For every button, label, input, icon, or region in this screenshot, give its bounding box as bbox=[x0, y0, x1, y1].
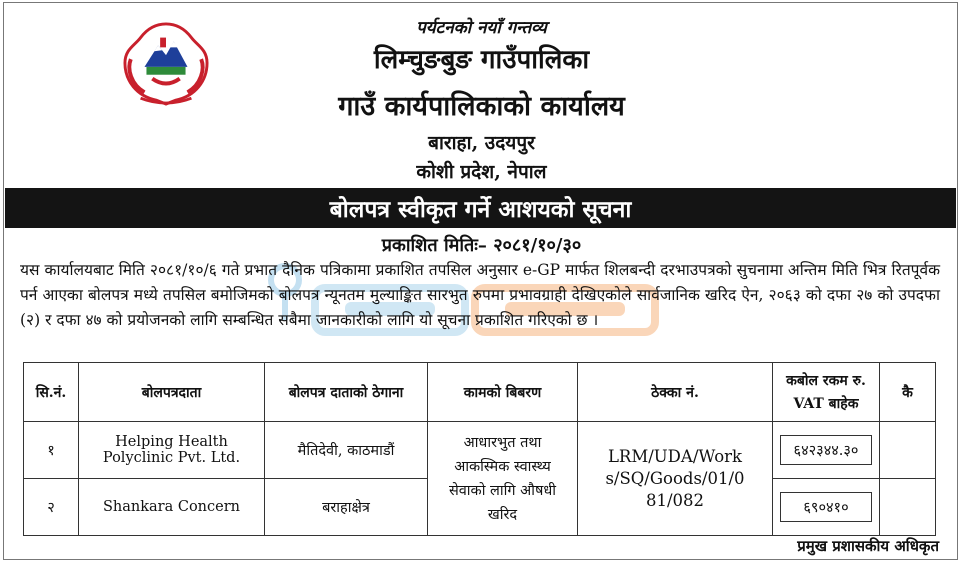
notice-title: बोलपत्र स्वीकृत गर्ने आशयको सूचना bbox=[329, 196, 632, 223]
cell-address: बराहाक्षेत्र bbox=[265, 479, 428, 536]
office-name: गाउँ कार्यपालिकाको कार्यालय bbox=[338, 91, 625, 122]
col-header-address: बोलपत्र दाताको ठेगाना bbox=[265, 363, 428, 422]
cell-bidder: Shankara Concern bbox=[79, 479, 265, 536]
amount-header-line-2: VAT बाहेक bbox=[793, 396, 859, 412]
cell-bidder: Helping Health Polyclinic Pvt. Ltd. bbox=[79, 422, 265, 479]
published-date: प्रकाशित मितिः– २०८१/१०/३० bbox=[381, 235, 582, 256]
col-header-amount bbox=[773, 363, 880, 422]
address-line-1: बाराहा, उदयपुर bbox=[428, 132, 535, 154]
amount-header-line-1: कबोल रकम रु. bbox=[786, 373, 866, 389]
cell-remarks bbox=[880, 479, 936, 536]
signatory-title: प्रमुख प्रशासकीय अधिकृत bbox=[797, 537, 939, 555]
organization-name: लिम्चुङबुङ गाउँपालिका bbox=[373, 45, 590, 75]
cell-contract-no: LRM/UDA/Works/SQ/Goods/01/081/082 bbox=[578, 422, 773, 536]
col-header-description: कामको बिबरण bbox=[428, 363, 578, 422]
amount-value: ६४२३४४.३० bbox=[780, 435, 872, 465]
tagline: पर्यटनको नयाँ गन्तव्य bbox=[416, 18, 547, 38]
table-header-row bbox=[24, 363, 936, 422]
table-row bbox=[24, 422, 936, 479]
cell-amount bbox=[773, 422, 880, 479]
address-line-2: कोशी प्रदेश, नेपाल bbox=[416, 161, 547, 183]
bid-table bbox=[23, 362, 936, 536]
cell-remarks bbox=[880, 422, 936, 479]
cell-sn: २ bbox=[24, 479, 79, 536]
col-header-bidder: बोलपत्रदाता bbox=[79, 363, 265, 422]
cell-sn: १ bbox=[24, 422, 79, 479]
cell-address: मैतिदेवी, काठमाडौं bbox=[265, 422, 428, 479]
col-header-contract-no: ठेक्का नं. bbox=[578, 363, 773, 422]
amount-value: ६९०४१० bbox=[780, 492, 872, 522]
cell-amount bbox=[773, 479, 880, 536]
col-header-remarks: कै bbox=[880, 363, 936, 422]
notice-body: यस कार्यालयबाट मिति २०८१/१०/६ गते प्रभात दैनिक पत्रिकामा प्रकाशित तपसिल अनुसार e-GP मार्फत शिलबन्दी दरभाउपत्रको सुचनामा अन्तिम मिति भित्र रितपूर्वक पर्न आएका बोलपत्र मध्ये तपसिल बमोजिमको बोलपत्र न्यूनतम मुल्याङ्कित सारभुत रुपमा प्रभावग्राही देखिएकोले सार्वजानिक खरिद ऐन, २०६३ को दफा २७ को उपदफा (२) र दफा ४७ को प्रयोजनको लागि सम्बन्धित सबैमा जानकारीको लागि यो सूचना प्रकाशित गरिएको छ । bbox=[20, 261, 940, 329]
col-header-sn: सि.नं. bbox=[24, 363, 79, 422]
notice-title-banner bbox=[5, 188, 956, 228]
cell-description: आधारभुत तथा आकस्मिक स्वास्थ्य सेवाको लागि औषधी खरिद bbox=[428, 422, 578, 536]
